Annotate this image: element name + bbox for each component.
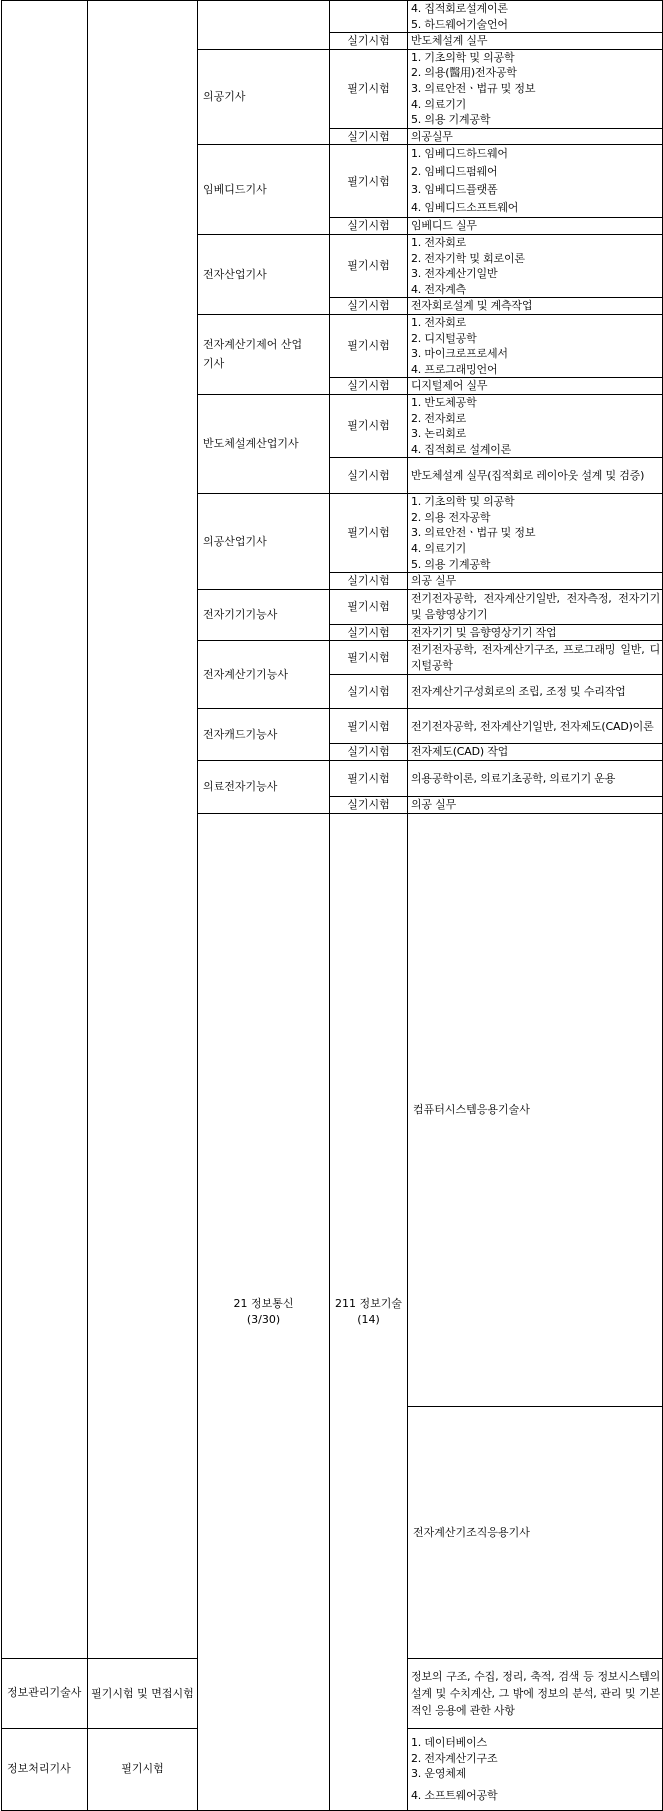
field-cell bbox=[198, 813, 330, 1810]
subjects-cell bbox=[408, 1, 663, 33]
subjects-cell: 의공실무 bbox=[408, 128, 663, 145]
subjects-cell: 전자계산기구성회로의 조립, 조정 및 수리작업 bbox=[408, 675, 663, 709]
subject-line: 2. 전자기학 및 회로이론 bbox=[411, 251, 525, 265]
exam-cell: 필기시험 bbox=[330, 641, 408, 675]
subfield-count: (14) bbox=[357, 1312, 380, 1326]
exam-cell bbox=[88, 1658, 198, 1728]
subjects-cell bbox=[408, 394, 663, 457]
table-row bbox=[2, 1, 663, 33]
subject-line: 1. 기초의학 및 의공학 bbox=[411, 495, 515, 509]
subject-line: 3. 논리회로 bbox=[411, 427, 467, 441]
exam-cell: 실기시험 bbox=[330, 624, 408, 641]
subjects-cell: 전자제도(CAD) 작업 bbox=[408, 744, 663, 761]
qualification-cell bbox=[198, 314, 330, 394]
subjects-cell: 디지털제어 실무 bbox=[408, 378, 663, 395]
qualification-cell bbox=[408, 813, 663, 1407]
subject-line: 4. 집적회로설계이론 bbox=[411, 2, 508, 15]
subjects-cell: 전자회로설계 및 계측작업 bbox=[408, 298, 663, 315]
qualification-cell: 의료전자기능사 bbox=[198, 761, 330, 814]
subject-line: 2. 전자회로 bbox=[411, 411, 467, 425]
subjects-cell bbox=[408, 1728, 663, 1810]
exam-cell: 실기시험 bbox=[330, 675, 408, 709]
subject-line: 4. 프로그래밍언어 bbox=[411, 362, 498, 376]
exam-cell: 필기시험 bbox=[330, 589, 408, 624]
exam-cell: 실기시험 bbox=[330, 298, 408, 315]
subjects-cell: 전기전자공학, 전자계산기구조, 프로그래밍 일반, 디지털공학 bbox=[408, 641, 663, 675]
qualification-label: 전자계산기제어 산업기사 bbox=[203, 338, 303, 371]
subject-line: 3. 운영체제 bbox=[411, 1767, 467, 1781]
subjects-cell: 의공 실무 bbox=[408, 573, 663, 590]
qualification-cell: 전자산업기사 bbox=[198, 234, 330, 314]
subject-line: 1. 반도체공학 bbox=[411, 395, 477, 409]
exam-cell: 실기시험 bbox=[330, 797, 408, 814]
exam-cell: 필기시험 bbox=[330, 394, 408, 457]
qualification-cell: 의공산업기사 bbox=[198, 494, 330, 590]
subject-line: 3. 마이크로프로세서 bbox=[411, 347, 508, 361]
qualification-cell: 정보관리기술사 bbox=[2, 1658, 88, 1728]
field-count: (3/30) bbox=[246, 1312, 281, 1326]
qualification-cell: 반도체설계산업기사 bbox=[198, 394, 330, 493]
subject-line: 5. 하드웨어기술언어 bbox=[411, 17, 508, 31]
exam-cell: 필기시험 bbox=[330, 49, 408, 128]
qualification-label: 전자계산기조직응용기사 bbox=[413, 1525, 530, 1539]
subject-line: 1. 전자회로 bbox=[411, 315, 467, 329]
subject-line: 4. 임베디드소프트웨어 bbox=[411, 201, 519, 215]
qualification-cell: 전자계산기기능사 bbox=[198, 641, 330, 709]
prev-field-cell bbox=[2, 1, 88, 1659]
exam-cell: 실기시험 bbox=[330, 573, 408, 590]
subjects-cell: 임베디드 실무 bbox=[408, 218, 663, 235]
exam-cell: 필기시험 bbox=[88, 1728, 198, 1810]
subject-line: 1. 임베디드하드웨어 bbox=[411, 147, 508, 161]
subject-line: 1. 전자회로 bbox=[411, 235, 467, 249]
exam-cell: 필기시험 bbox=[330, 761, 408, 797]
subject-line: 2. 의용 전자공학 bbox=[411, 510, 491, 524]
subjects-cell: 의용공학이론, 의료기초공학, 의료기기 운용 bbox=[408, 761, 663, 797]
subjects-cell bbox=[408, 49, 663, 128]
exam-cell: 필기시험 bbox=[330, 145, 408, 218]
subject-line: 5. 의용 기계공학 bbox=[411, 557, 491, 571]
subject-line: 4. 전자계측 bbox=[411, 282, 467, 296]
exam-cell: 실기시험 bbox=[330, 218, 408, 235]
subjects-cell: 정보의 구조, 수집, 정리, 축적, 검색 등 정보시스템의 설계 및 수치계산, 그 밖에 정보의 분석, 관리 및 기본적인 응용에 관한 사항 bbox=[408, 1658, 663, 1728]
subject-line: 3. 임베디드플랫폼 bbox=[411, 183, 498, 197]
subject-line: 2. 전자계산기구조 bbox=[411, 1751, 498, 1765]
qualification-cell: 의공기사 bbox=[198, 49, 330, 145]
subject-line: 4. 의료기기 bbox=[411, 97, 467, 111]
subjects-cell: 전자기기 및 음향영상기기 작업 bbox=[408, 624, 663, 641]
qualification-cell: 정보처리기사 bbox=[2, 1728, 88, 1810]
subject-line: 4. 의료기기 bbox=[411, 542, 467, 556]
subfield-cell bbox=[330, 813, 408, 1810]
subject-line: 4. 소프트웨어공학 bbox=[411, 1788, 498, 1802]
exam-cell: 실기시험 bbox=[330, 458, 408, 494]
exam-cell: 실기시험 bbox=[330, 33, 408, 50]
subfield-name: 211 정보기술 bbox=[335, 1297, 402, 1311]
exam-cell: 실기시험 bbox=[330, 378, 408, 395]
qualification-cell bbox=[408, 1407, 663, 1659]
subject-line: 2. 디지털공학 bbox=[411, 331, 477, 345]
subject-line: 1. 기초의학 및 의공학 bbox=[411, 50, 515, 64]
subjects-cell: 반도체설계 실무 bbox=[408, 33, 663, 50]
field-name: 21 정보통신 bbox=[233, 1297, 294, 1311]
qualification-cell: 전자캐드기능사 bbox=[198, 709, 330, 761]
qualification-cell: 전자기기기능사 bbox=[198, 589, 330, 641]
subjects-cell: 전기전자공학, 전자계산기일반, 전자측정, 전자기기 및 음향영상기기 bbox=[408, 589, 663, 624]
subject-line: 2. 의용(醫用)전자공학 bbox=[411, 66, 517, 80]
prev-subfield-cell bbox=[88, 1, 198, 1659]
qualification-label: 컴퓨터시스템응용기술사 bbox=[413, 1103, 530, 1117]
subjects-cell: 의공 실무 bbox=[408, 797, 663, 814]
exam-cell: 필기시험 bbox=[330, 494, 408, 573]
qualification-cell bbox=[198, 1, 330, 50]
exam-cell: 실기시험 bbox=[330, 744, 408, 761]
qualification-cell: 임베디드기사 bbox=[198, 145, 330, 235]
exam-cell: 실기시험 bbox=[330, 128, 408, 145]
subject-line: 3. 전자계산기일반 bbox=[411, 267, 498, 281]
subject-line: 3. 의료안전ㆍ법규 및 정보 bbox=[411, 81, 536, 95]
subject-line: 3. 의료안전ㆍ법규 및 정보 bbox=[411, 526, 536, 540]
subjects-cell: 전기전자공학, 전자계산기일반, 전자제도(CAD)이론 bbox=[408, 709, 663, 744]
subject-line: 2. 임베디드펌웨어 bbox=[411, 165, 498, 179]
subject-line: 1. 데이터베이스 bbox=[411, 1736, 487, 1750]
exam-label: 필기시험 및 면접시험 bbox=[91, 1686, 194, 1700]
exam-cell: 필기시험 bbox=[330, 709, 408, 744]
subjects-cell bbox=[408, 234, 663, 297]
subjects-cell bbox=[408, 494, 663, 573]
subject-line: 4. 집적회로 설계이론 bbox=[411, 442, 512, 456]
exam-cell: 필기시험 bbox=[330, 314, 408, 377]
subjects-cell: 반도체설계 실무(집적회로 레이아웃 설계 및 검증) bbox=[408, 458, 663, 494]
subjects-cell bbox=[408, 314, 663, 377]
subject-line: 5. 의용 기계공학 bbox=[411, 113, 491, 127]
exam-cell bbox=[330, 1, 408, 33]
qualification-table bbox=[1, 0, 663, 1811]
subjects-cell bbox=[408, 145, 663, 218]
exam-cell: 필기시험 bbox=[330, 234, 408, 297]
